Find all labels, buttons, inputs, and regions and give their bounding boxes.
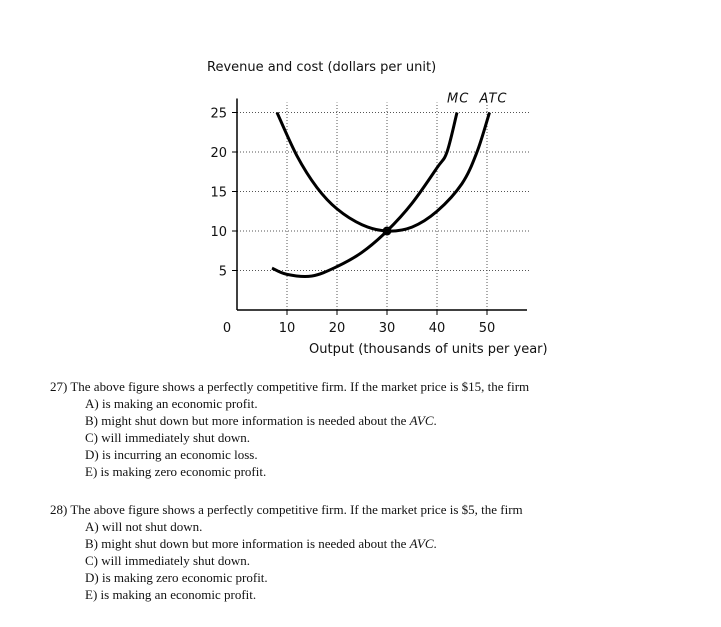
question-27 [50, 378, 529, 480]
y-tick-label: 25 [210, 106, 227, 122]
curve-mc [272, 113, 457, 277]
x-tick-label: 50 [478, 321, 496, 336]
choice-b: B) might shut down but more information is needed about the AVC. [85, 413, 437, 428]
x-tick-label: 20 [328, 321, 346, 336]
choice-c: C) will immediately shut down. [85, 553, 251, 568]
x-tick-label: 40 [428, 321, 446, 336]
choice-d: D) is incurring an economic loss. [85, 447, 258, 462]
choice-c: C) will immediately shut down. [85, 430, 251, 445]
x-tick-label: 10 [278, 321, 296, 336]
x-tick-label: 30 [378, 321, 396, 336]
y-tick-label: 5 [218, 264, 227, 280]
question-28 [50, 501, 523, 603]
x-axis-label: Output (thousands of units per year) [309, 342, 548, 357]
choice-a: A) is making an economic profit. [85, 396, 258, 411]
chart-grid [237, 103, 529, 311]
choice-e: E) is making zero economic profit. [85, 464, 267, 479]
y-tick-label: 10 [210, 225, 227, 240]
choice-a: A) will not shut down. [85, 519, 203, 534]
series-label-mc: MC [447, 91, 470, 107]
series-label-atc: ATC [479, 91, 508, 107]
curve-atc [277, 113, 490, 232]
y-tick-label: 15 [210, 185, 227, 201]
choice-d: D) is making zero economic profit. [85, 570, 268, 585]
chart-curves [272, 92, 507, 277]
question-stem: 28) The above figure shows a perfectly competitive firm. If the market price is $5, the firm [50, 502, 523, 517]
chart-title: Revenue and cost (dollars per unit) [207, 60, 437, 75]
x-tick-labels [223, 321, 495, 336]
choice-e: E) is making an economic profit. [85, 587, 257, 602]
intersection-point [383, 227, 392, 236]
question-stem: 27) The above figure shows a perfectly competitive firm. If the market price is $15, the firm [50, 379, 530, 394]
y-tick-label: 20 [210, 146, 227, 161]
x-tick-label: 0 [222, 321, 232, 336]
choice-b: B) might shut down but more information is needed about the AVC. [85, 536, 437, 551]
y-tick-labels [210, 107, 227, 280]
